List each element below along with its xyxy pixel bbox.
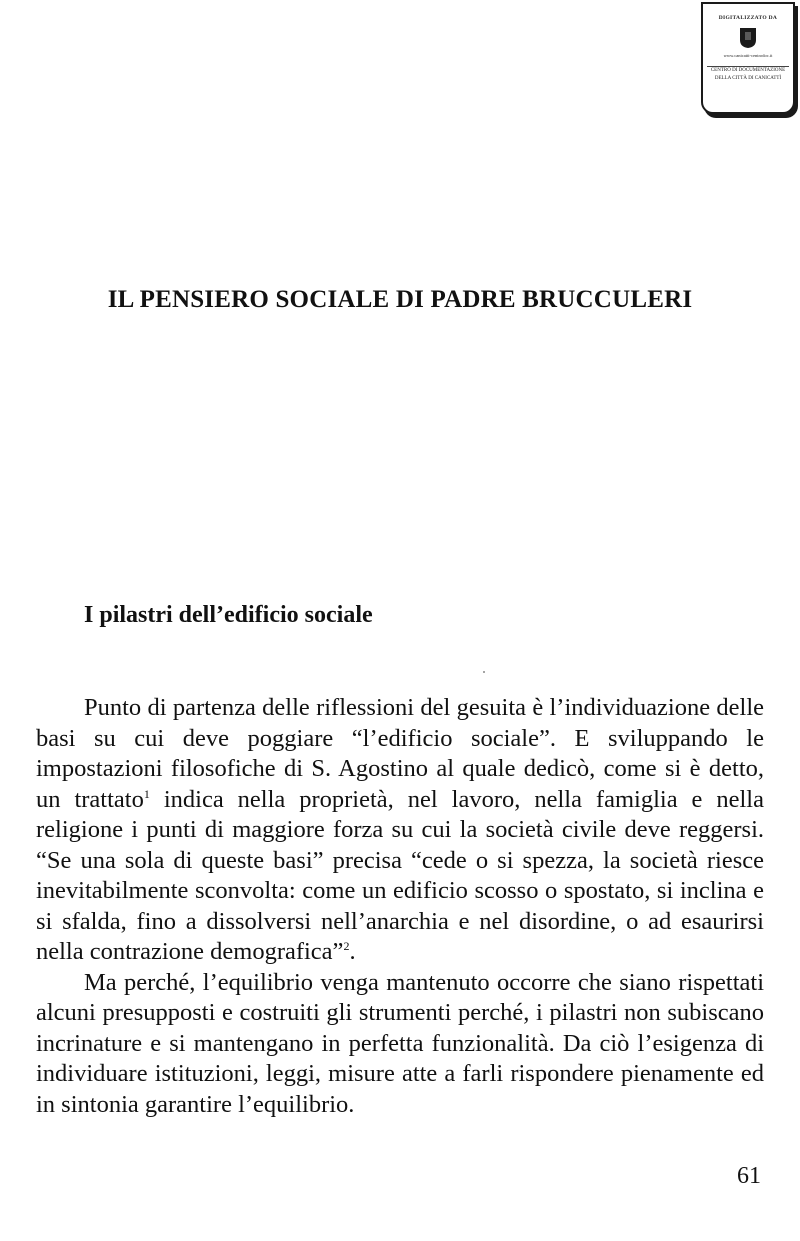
body-text [36,693,764,1120]
paragraph-1-part-3: . [349,938,356,965]
footnote-ref-1: 1 [143,786,150,801]
footnote-ref-2: 2 [343,938,350,953]
stamp-line-1: CENTRO DI DOCUMENTAZIONE [707,66,789,75]
paragraph-1-part-2: indica nella proprietà, nel lavoro, nella famiglia e nella religione i punti di maggiore forza su cui la società civile deve reggersi. “Se una sola di queste basi” precisa “cede o si spezza, la società riesce inevitabilmente sconvolta: come un edificio scosso o spostato, si inclina e si sfalda, fino a dissolversi nell’anarchia e nel disordine, o ad esaurirsi nella contrazione demografica” [36,785,764,965]
paragraph-2: Ma perché, l’equilibrio venga mantenuto occorre che siano rispettati alcuni presupposti e costruiti gli strumenti perché, i pilastri non subiscano incrinature e si mantengano in perfetta funzionalità. Da ciò l’esigenza di individuare istituzioni, leggi, misure atte a farli rispondere pienamente ed in sintonia garantire l’equilibrio. [36,968,764,1118]
stamp-top-text: DIGITALIZZATO DA [718,15,778,21]
stamp-line-2: DELLA CITTÀ DI CANICATTÌ [714,76,782,81]
coat-of-arms-icon [739,27,757,49]
paragraph-1-part-1: Punto di partenza delle riflessioni del gesuita è l’individuazione delle basi su cui deve poggiare “l’edificio sociale”. E sviluppando le impostazioni filosofiche di S. Agostino al quale dedicò, come si è detto, un trattato [36,694,764,813]
digitization-stamp [701,2,795,114]
page-number: 61 [737,1163,761,1189]
section-heading: I pilastri dell’edificio sociale [84,602,373,628]
scan-speck [483,671,485,673]
chapter-title: IL PENSIERO SOCIALE DI PADRE BRUCCULERI [107,286,693,313]
paragraph-1 [36,693,764,968]
stamp-url: www.canicatti-centrodoc.it [723,53,773,58]
